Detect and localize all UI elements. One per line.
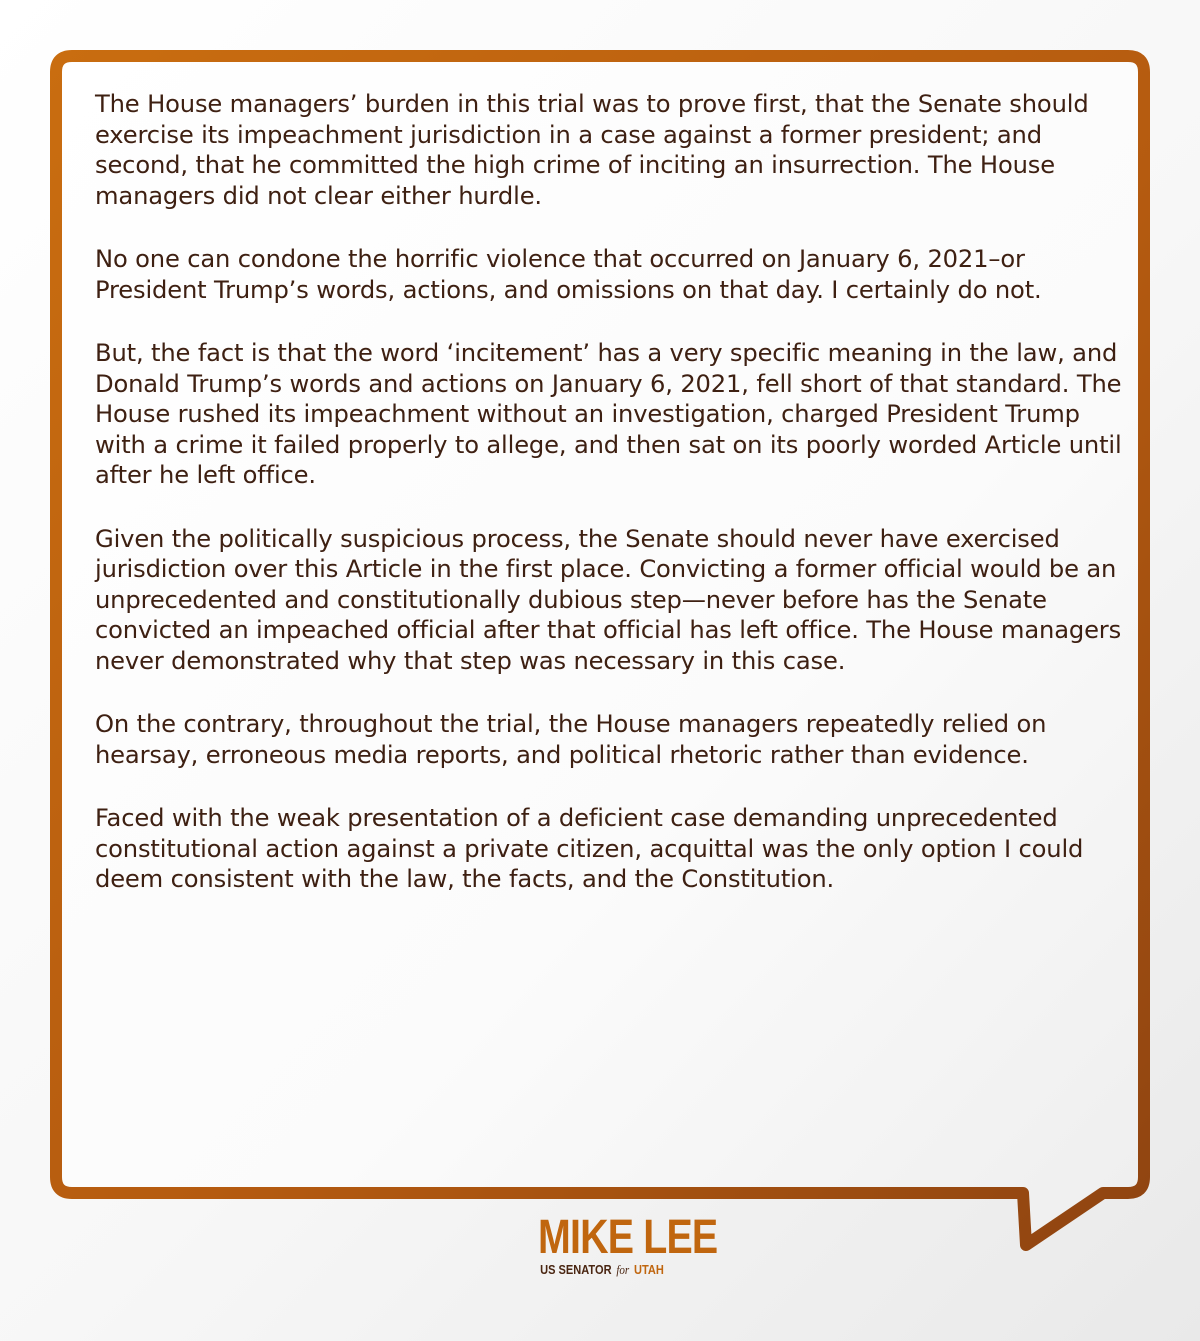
senator-title: US SENATOR	[540, 1262, 612, 1277]
senator-for: for	[616, 1262, 630, 1277]
statement-paragraph-6: Faced with the weak presentation of a deficient case demanding unprecedented constitutional action against a private citizen, acquittal was the only option I could deem consistent with the law, the facts, and the Constitution.	[95, 804, 1084, 893]
senator-state: UTAH	[634, 1262, 664, 1277]
statement-paragraph-2: No one can condone the horrific violence that occurred on January 6, 2021–or President Trump’s words, actions, and omissions on that day. I certainly do not.	[95, 245, 1042, 304]
senator-name: MIKE LEE	[538, 1211, 718, 1264]
statement-paragraph-3: But, the fact is that the word ‘incitement’ has a very specific meaning in the law, and Donald Trump’s words and actions on January 6, 2021, fell short of that standard. The House rushed its impeachment without an investigation, charged President Trump with a crime it failed properly to allege, and then sat on its poorly worded Article until after he left office.	[95, 339, 1122, 489]
senator-logo	[524, 1211, 718, 1277]
statement-paragraph-4: Given the politically suspicious process, the Senate should never have exercised jurisdiction over this Article in the first place. Convicting a former official would be an unprecedented and constitutionally dubious step—never before has the Senate convicted an impeached official after that official has left office. The House managers never demonstrated why that step was necessary in this case.	[95, 524, 1122, 675]
senator-subtitle	[536, 1263, 669, 1277]
statement-text	[95, 89, 1125, 895]
statement-paragraph-1: The House managers’ burden in this trial was to prove first, that the Senate should exercise its impeachment jurisdiction in a case against a former president; and second, that he committed the high crime of inciting an insurrection. The House managers did not clear either hurdle.	[95, 90, 1089, 210]
statement-paragraph-5: On the contrary, throughout the trial, the House managers repeatedly relied on hearsay, erroneous media reports, and political rhetoric rather than evidence.	[95, 710, 1047, 769]
